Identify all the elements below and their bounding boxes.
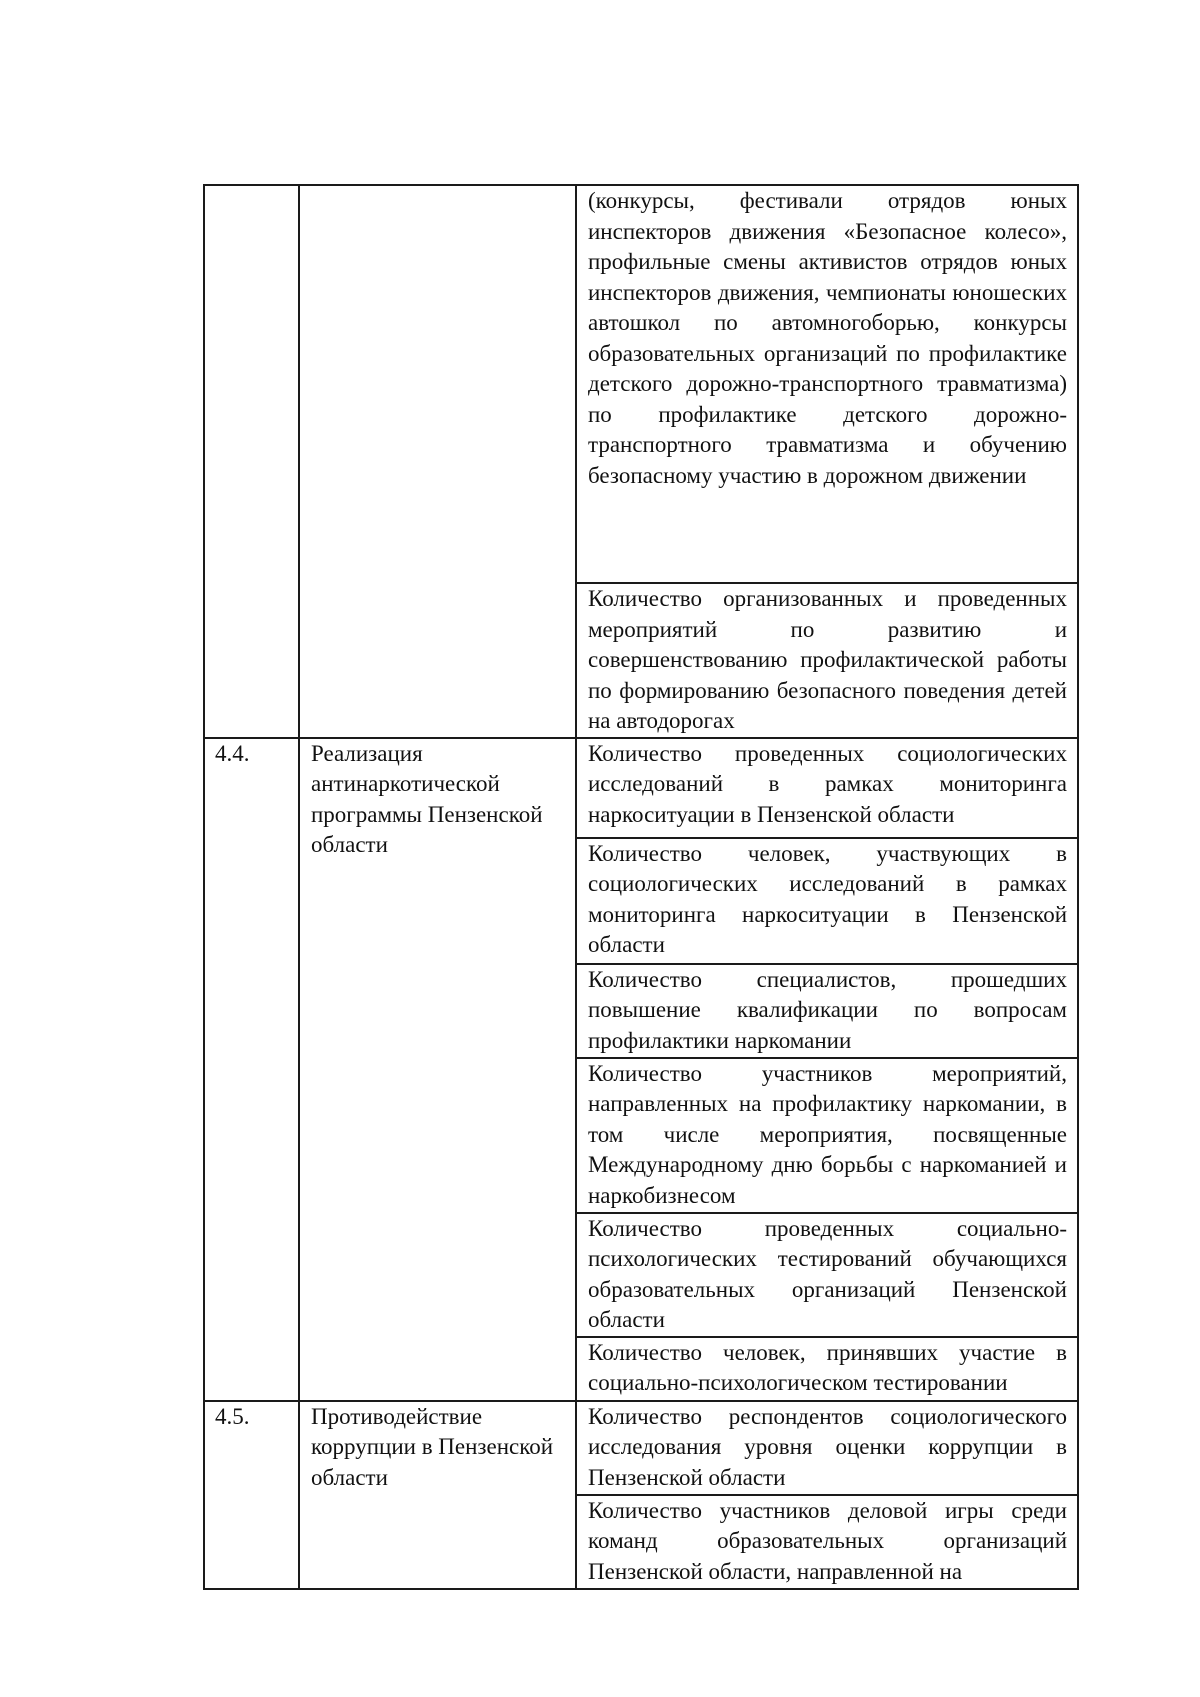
section-name: Противодействие коррупции в Пензенской области — [311, 1403, 554, 1490]
indicator-cell — [576, 1058, 1078, 1213]
indicator-cell — [576, 1337, 1078, 1401]
section-number: 4.4. — [215, 740, 250, 766]
section-name-cell — [299, 738, 576, 1401]
section-name-cell — [299, 1401, 576, 1589]
indicator-cell — [576, 964, 1078, 1058]
indicator-text: Количество человек, участвующих в социологических исследований в рамках мониторинга наркоситуации в Пензенской области — [588, 840, 1067, 957]
indicator-cell — [576, 738, 1078, 838]
indicator-text: Количество проведенных социологических исследований в рамках мониторинга наркоситуации в Пензенской области — [588, 740, 1067, 827]
indicators-table — [203, 184, 1079, 1590]
indicator-text: Количество организованных и проведенных мероприятий по развитию и совершенствованию профилактической работы по формированию безопасного поведения детей на автодорогах — [588, 586, 1067, 733]
indicator-text: Количество специалистов, прошедших повышение квалификации по вопросам профилактики наркомании — [588, 966, 1067, 1053]
indicator-text: Количество человек, принявших участие в социально-психологическом тестировании — [588, 1339, 1067, 1395]
indicator-text: Количество участников мероприятий, направленных на профилактику наркомании, в том числе мероприятия, посвященные Международному дню борьбы с наркоманией и наркобизнесом — [588, 1060, 1067, 1208]
table-row — [204, 738, 1078, 838]
indicator-cell — [576, 1213, 1078, 1337]
indicator-cell — [576, 1495, 1078, 1589]
section-name-cell — [299, 185, 576, 738]
section-number-cell — [204, 185, 299, 738]
indicator-cell — [576, 185, 1078, 583]
indicator-text: Количество участников деловой игры среди команд образовательных организаций Пензенской области, направленной на — [588, 1497, 1067, 1584]
table-row — [204, 1401, 1078, 1495]
indicator-cell — [576, 583, 1078, 738]
indicator-text: Количество респондентов социологического исследования уровня оценки коррупции в Пензенской области — [588, 1403, 1067, 1490]
section-number: 4.5. — [215, 1403, 250, 1429]
section-number-cell — [204, 1401, 299, 1589]
indicator-cell — [576, 1401, 1078, 1495]
indicator-text: Количество проведенных социально-психологических тестирований обучающихся образовательных организаций Пензенской области — [588, 1215, 1067, 1332]
section-number-cell — [204, 738, 299, 1401]
section-name: Реализация антинаркотической программы Пензенской области — [311, 740, 543, 857]
indicator-cell — [576, 838, 1078, 964]
indicator-text: (конкурсы, фестивали отрядов юных инспекторов движения «Безопасное колесо», профильные смены активистов отрядов юных инспекторов движения, чемпионаты юношеских автошкол по автомногоборью, конкурсы образовательных организаций по профилактике детского дорожно-транспортного травматизма) по профилактике детского дорожно-транспортного травматизма и обучению безопасному участию в дорожном движении — [588, 188, 1067, 488]
table-row — [204, 185, 1078, 583]
